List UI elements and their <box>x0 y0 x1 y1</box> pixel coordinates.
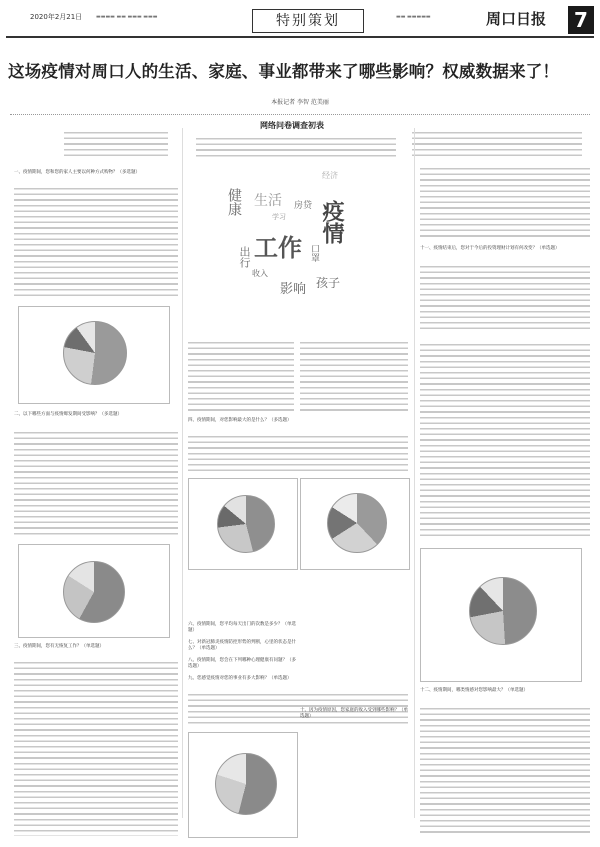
question-3: 三、疫情期间，您有无恢复工作？（单选题） <box>14 644 104 649</box>
word-cloud-word: 孩子 <box>316 276 341 290</box>
pie-chart <box>63 321 127 385</box>
chart-box-1 <box>18 306 170 404</box>
intro-text-3 <box>412 128 582 158</box>
article-text <box>14 428 178 538</box>
article-text <box>14 658 178 836</box>
word-cloud-word: 健康 <box>226 188 242 216</box>
question-6: 六、疫情期间，您平均每天出门的次数是多少？（单选题） <box>188 622 296 633</box>
question-10: 十、因为疫情原因，您家庭的收入受到哪些影响？（单选题） <box>300 708 408 719</box>
article-text <box>14 184 178 300</box>
header-rule <box>6 36 594 38</box>
question-9: 九、您感觉疫情对您的事业有多大影响？（单选题） <box>188 676 292 681</box>
word-cloud-word: 房贷 <box>294 201 313 211</box>
question-8: 八、疫情期间，您会在下列哪种心理健康有问题？（多选题） <box>188 658 296 669</box>
section-title: 特别策划 <box>252 9 364 33</box>
word-cloud-word: 口罩 <box>309 244 319 262</box>
page-number: 7 <box>568 6 594 34</box>
survey-title: 网络问卷调查初表 <box>260 121 324 130</box>
intro-text-1 <box>64 128 168 158</box>
article-text <box>188 338 294 412</box>
word-cloud-word: 经济 <box>322 171 338 180</box>
word-cloud-word: 生活 <box>254 193 282 209</box>
article-text <box>420 262 590 332</box>
contact-info: ▬▬ ▬▬▬▬▬ <box>396 14 431 20</box>
chart-box-2 <box>18 544 170 638</box>
word-cloud-word: 学习 <box>272 213 286 221</box>
pie-chart <box>215 753 277 815</box>
question-11: 十一、疫情结束后，您对于今后的投资理财计划有何改变？（单选题） <box>420 246 560 251</box>
article-text <box>300 338 408 412</box>
word-cloud-word: 出行 <box>238 246 251 268</box>
chart-box-6 <box>420 548 582 682</box>
column-rule <box>182 128 183 818</box>
headline: 这场疫情对周口人的生活、家庭、事业都带来了哪些影响？权威数据来了！ <box>8 62 560 81</box>
pie-chart <box>63 561 125 623</box>
question-7: 七、对新冠肺炎疫情防控形势的判断，心里的状态是什么？（单选题） <box>188 640 296 651</box>
word-cloud-word: 工作 <box>254 234 302 262</box>
divider <box>10 114 590 115</box>
question-4: 四、疫情期间，对您影响最大的是什么？（多选题） <box>188 418 292 423</box>
chart-box-3 <box>188 478 298 570</box>
question-12: 十二、疫情期间，哪类情感对您影响最大？（单选题） <box>420 688 528 693</box>
chart-box-5 <box>188 732 298 838</box>
pie-chart <box>469 577 537 645</box>
article-text <box>420 704 590 836</box>
question-1: 一、疫情期间，您和您的家人主要以何种方式购物？（多选题） <box>14 170 140 175</box>
word-cloud-word: 收入 <box>252 269 268 278</box>
article-text <box>420 164 590 240</box>
pie-chart <box>327 493 387 553</box>
article-text <box>420 340 590 540</box>
intro-text-2 <box>196 134 396 158</box>
question-2: 二、以下哪些方面与疫情爆发期间受影响？（多选题） <box>14 412 122 417</box>
page-header <box>6 6 594 34</box>
column-rule <box>414 128 415 818</box>
issue-date: 2020年2月21日 <box>30 13 83 21</box>
chart-box-4 <box>300 478 410 570</box>
newspaper-name: 周口日报 <box>486 10 547 28</box>
editor-info: ▬▬▬▬ ▬▬ ▬▬▬ ▬▬▬ <box>96 14 158 20</box>
word-cloud-word: 影响 <box>280 282 307 297</box>
pie-chart <box>217 495 275 553</box>
word-cloud <box>194 166 362 332</box>
article-text <box>188 432 408 472</box>
byline: 本报记者 李智 范美丽 <box>271 99 329 106</box>
word-cloud-word: 疫情 <box>319 200 344 244</box>
